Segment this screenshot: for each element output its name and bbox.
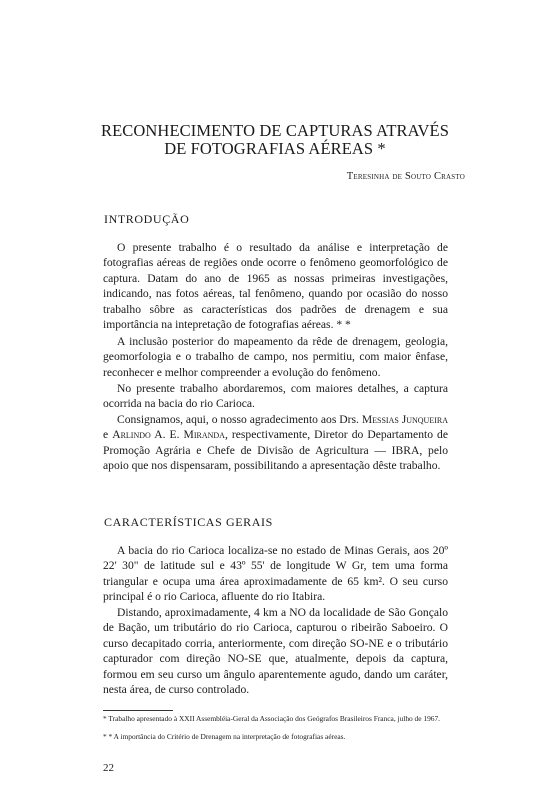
general-paragraph-1: A bacia do rio Carioca localiza-se no estado de Minas Gerais, aos 20º 22' 30" de latitude sul e 43º 55' de longitude W Gr, tem uma forma triangular e ocupa uma área aproximadamente de 65 km². O seu curso principal é o rio Carioca, afluente do rio Itabira.	[103, 544, 448, 604]
article-title-line-1: RECONHECIMENTO DE CAPTURAS ATRAVÉS	[101, 121, 449, 140]
ack-text-a: Consignamos, aqui, o nosso agradecimento aos Drs.	[117, 413, 362, 426]
author-name: Teresinha de Souto Crasto	[346, 171, 465, 182]
page-number: 22	[103, 762, 114, 774]
footnote-2: * * A importância do Critério de Drenagem na interpretação de fotografias aéreas.	[103, 732, 346, 741]
section-heading-introduction: INTRODUÇÃO	[104, 212, 190, 226]
article-title-line-2: DE FOTOGRAFIAS AÉREAS *	[164, 139, 386, 158]
section-heading-general-characteristics: CARACTERÍSTICAS GERAIS	[104, 515, 273, 529]
intro-paragraph-4-acknowledgement	[103, 412, 448, 474]
ack-person-2: Arlindo A. E. Miranda	[112, 428, 225, 442]
footnote-divider	[103, 710, 173, 711]
intro-paragraph-1: O presente trabalho é o resultado da análise e interpretação de fotografias aéreas de regiões onde ocorre o fenômeno geomorfológico de captura. Datam do ano de 1965 as nossas primeiras investigações, indicando, nas fotos aéreas, tal fenômeno, quando por ocasião do nosso trabalho sôbre as características dos padrões de drenagem e sua importância na intepretação de fotografias aéreas. * *	[103, 241, 448, 332]
footnote-1: * Trabalho apresentado à XXII Assembléia-Geral da Associação dos Geógrafos Brasileiros Franca, julho de 1967.	[103, 714, 441, 723]
ack-text-c: , respectivamente, Diretor do Departamento de Promoção Agrária e Chefe de Divisão de Agricultura — IBRA, pelo apoio que nos dispensaram, possibilitando a apresentação dêste trabalho.	[103, 428, 448, 473]
intro-paragraph-3: No presente trabalho abordaremos, com maiores detalhes, a captura ocorrida na bacia do rio Carioca.	[103, 382, 448, 411]
ack-text-b: e	[103, 428, 113, 442]
general-paragraph-2: Distando, aproximadamente, 4 km a NO da localidade de São Gonçalo de Bação, um tributário do rio Carioca, capturou o ribeirão Saboeiro. O curso decapitado corria, anteriormente, com direção SO-NE e o tributário capturador com direção NO-SE que, atualmente, depois da captura, formou em seu curso um ângulo aparentemente agudo, dando um caráter, nesta área, de curso controlado.	[103, 606, 448, 697]
intro-paragraph-2: A inclusão posterior do mapeamento da rêde de drenagem, geologia, geomorfologia e o trabalho de campo, nos permitiu, com maior ênfase, reconhecer e melhor compreender a evolução do fenômeno.	[103, 335, 448, 379]
ack-person-1: Messias Junqueira	[361, 413, 448, 426]
